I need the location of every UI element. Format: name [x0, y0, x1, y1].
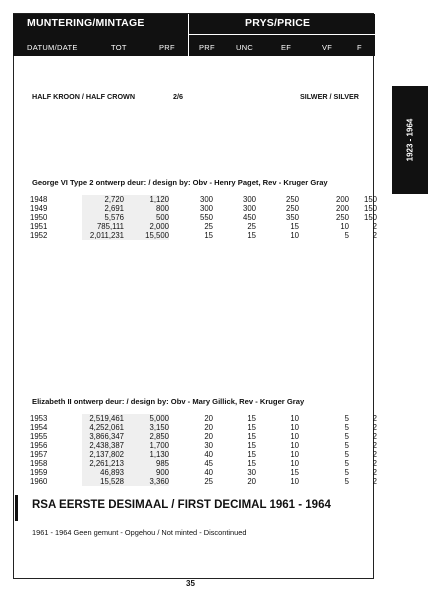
mintage-proof-cell: 2,000 — [124, 222, 169, 231]
section-marker — [15, 495, 18, 521]
table-row — [30, 441, 377, 450]
price-vf-cell: 5 — [344, 477, 349, 486]
mintage-total-cell: 2,137,802 — [82, 450, 124, 459]
price-vf-cell: 200 — [335, 195, 349, 204]
price-ef-cell: 15 — [290, 468, 299, 477]
price-proof-cell: 25 — [204, 222, 213, 231]
denomination-name: HALF KROON / HALF CROWN — [32, 92, 136, 101]
table-header — [13, 14, 375, 56]
price-header: PRYS/PRICE — [245, 17, 311, 29]
mintage-proof-cell: 15,500 — [124, 231, 169, 240]
price-unc-cell: 15 — [247, 432, 256, 441]
mintage-proof-cell: 5,000 — [124, 414, 169, 423]
mintage-total-cell: 5,576 — [82, 213, 124, 222]
price-unc-cell: 15 — [247, 231, 256, 240]
price-vf-cell: 5 — [344, 459, 349, 468]
mintage-total-cell: 4,252,061 — [82, 423, 124, 432]
price-vf-cell: 5 — [344, 432, 349, 441]
year-cell: 1954 — [30, 423, 48, 432]
price-unc-cell: 15 — [247, 450, 256, 459]
year-cell: 1950 — [30, 213, 48, 222]
col-f: F — [357, 43, 362, 52]
mintage-total-cell: 785,111 — [82, 222, 124, 231]
year-cell: 1959 — [30, 468, 48, 477]
section-title-george-vi: George VI Type 2 ontwerp deur: / design by: Obv - Henry Paget, Rev - Kruger Gray — [32, 178, 328, 187]
denomination-metal: SILWER / SILVER — [300, 92, 359, 101]
page-number: 35 — [186, 579, 195, 588]
year-range-tab — [392, 86, 428, 194]
price-f-cell: 150 — [363, 204, 377, 213]
price-unc-cell: 15 — [247, 441, 256, 450]
col-date: DATUM/DATE — [27, 43, 78, 52]
mintage-total-cell: 2,011,231 — [82, 231, 124, 240]
year-range-label: 1923 - 1964 — [405, 118, 415, 162]
price-f-cell: 150 — [363, 195, 377, 204]
mintage-total-cell: 2,261,213 — [82, 459, 124, 468]
price-unc-cell: 450 — [242, 213, 256, 222]
col-unc: UNC — [236, 43, 254, 52]
mintage-total-cell: 46,893 — [82, 468, 124, 477]
price-f-cell: 2 — [372, 423, 377, 432]
year-cell: 1953 — [30, 414, 48, 423]
table-row — [30, 195, 377, 204]
price-unc-cell: 15 — [247, 423, 256, 432]
table-row — [30, 432, 377, 441]
col-prf-mintage: PRF — [159, 43, 175, 52]
price-ef-cell: 250 — [285, 204, 299, 213]
mintage-total-cell: 15,528 — [82, 477, 124, 486]
price-f-cell: 2 — [372, 468, 377, 477]
col-ef: EF — [281, 43, 292, 52]
mintage-total-cell: 2,691 — [82, 204, 124, 213]
price-f-cell: 2 — [372, 231, 377, 240]
price-proof-cell: 300 — [199, 204, 213, 213]
year-cell: 1951 — [30, 222, 48, 231]
header-rule — [188, 34, 375, 35]
year-cell: 1955 — [30, 432, 48, 441]
price-ef-cell: 10 — [290, 477, 299, 486]
table-row — [30, 231, 377, 240]
mintage-total-cell: 2,720 — [82, 195, 124, 204]
price-proof-cell: 45 — [204, 459, 213, 468]
price-ef-cell: 10 — [290, 432, 299, 441]
mintage-proof-cell: 800 — [124, 204, 169, 213]
denomination-value: 2/6 — [173, 92, 183, 101]
price-vf-cell: 5 — [344, 450, 349, 459]
price-f-cell: 2 — [372, 414, 377, 423]
year-cell: 1949 — [30, 204, 48, 213]
table-row — [30, 423, 377, 432]
price-vf-cell: 5 — [344, 414, 349, 423]
price-proof-cell: 25 — [204, 477, 213, 486]
price-proof-cell: 15 — [204, 231, 213, 240]
price-ef-cell: 15 — [290, 222, 299, 231]
mintage-proof-cell: 500 — [124, 213, 169, 222]
year-cell: 1960 — [30, 477, 48, 486]
table-row — [30, 414, 377, 423]
price-proof-cell: 20 — [204, 423, 213, 432]
price-f-cell: 2 — [372, 477, 377, 486]
header-divider — [188, 14, 189, 56]
price-proof-cell: 550 — [199, 213, 213, 222]
mintage-proof-cell: 1,130 — [124, 450, 169, 459]
price-f-cell: 150 — [363, 213, 377, 222]
table-row — [30, 459, 377, 468]
mintage-total-cell: 2,519,461 — [82, 414, 124, 423]
mintage-header: MUNTERING/MINTAGE — [27, 17, 145, 29]
table-row — [30, 450, 377, 459]
first-decimal-heading: RSA EERSTE DESIMAAL / FIRST DECIMAL 1961 - 1964 — [32, 499, 331, 511]
mintage-total-cell: 3,866,347 — [82, 432, 124, 441]
table-row — [30, 477, 377, 486]
price-unc-cell: 20 — [247, 477, 256, 486]
mintage-proof-cell: 1,700 — [124, 441, 169, 450]
price-vf-cell: 200 — [335, 204, 349, 213]
price-ef-cell: 250 — [285, 195, 299, 204]
price-f-cell: 2 — [372, 450, 377, 459]
mintage-proof-cell: 2,850 — [124, 432, 169, 441]
table-row — [30, 468, 377, 477]
price-ef-cell: 10 — [290, 450, 299, 459]
price-f-cell: 2 — [372, 441, 377, 450]
price-ef-cell: 350 — [285, 213, 299, 222]
price-vf-cell: 5 — [344, 468, 349, 477]
not-minted-note: 1961 - 1964 Geen gemunt - Opgehou / Not minted - Discontinued — [32, 528, 247, 537]
price-f-cell: 2 — [372, 222, 377, 231]
price-unc-cell: 30 — [247, 468, 256, 477]
price-ef-cell: 10 — [290, 441, 299, 450]
year-cell: 1948 — [30, 195, 48, 204]
mintage-proof-cell: 1,120 — [124, 195, 169, 204]
price-unc-cell: 15 — [247, 459, 256, 468]
elizabeth-ii-table — [30, 414, 377, 486]
price-ef-cell: 10 — [290, 423, 299, 432]
table-row — [30, 222, 377, 231]
price-unc-cell: 25 — [247, 222, 256, 231]
price-unc-cell: 300 — [242, 204, 256, 213]
year-cell: 1956 — [30, 441, 48, 450]
price-unc-cell: 15 — [247, 414, 256, 423]
table-row — [30, 213, 377, 222]
year-cell: 1952 — [30, 231, 48, 240]
col-vf: VF — [322, 43, 333, 52]
col-tot: TOT — [111, 43, 127, 52]
price-f-cell: 2 — [372, 432, 377, 441]
price-proof-cell: 20 — [204, 432, 213, 441]
price-proof-cell: 20 — [204, 414, 213, 423]
george-vi-table — [30, 195, 377, 240]
section-title-elizabeth-ii: Elizabeth II ontwerp deur: / design by: Obv - Mary Gillick, Rev - Kruger Gray — [32, 397, 305, 406]
price-vf-cell: 250 — [335, 213, 349, 222]
price-unc-cell: 300 — [242, 195, 256, 204]
price-f-cell: 2 — [372, 459, 377, 468]
price-vf-cell: 5 — [344, 441, 349, 450]
price-proof-cell: 300 — [199, 195, 213, 204]
mintage-proof-cell: 985 — [124, 459, 169, 468]
mintage-proof-cell: 900 — [124, 468, 169, 477]
price-ef-cell: 10 — [290, 414, 299, 423]
price-proof-cell: 40 — [204, 450, 213, 459]
price-vf-cell: 5 — [344, 231, 349, 240]
price-ef-cell: 10 — [290, 459, 299, 468]
price-vf-cell: 10 — [340, 222, 349, 231]
table-row — [30, 204, 377, 213]
price-proof-cell: 30 — [204, 441, 213, 450]
price-proof-cell: 40 — [204, 468, 213, 477]
price-ef-cell: 10 — [290, 231, 299, 240]
year-cell: 1958 — [30, 459, 48, 468]
mintage-proof-cell: 3,360 — [124, 477, 169, 486]
mintage-total-cell: 2,438,387 — [82, 441, 124, 450]
mintage-proof-cell: 3,150 — [124, 423, 169, 432]
year-cell: 1957 — [30, 450, 48, 459]
price-vf-cell: 5 — [344, 423, 349, 432]
col-prf-price: PRF — [199, 43, 215, 52]
